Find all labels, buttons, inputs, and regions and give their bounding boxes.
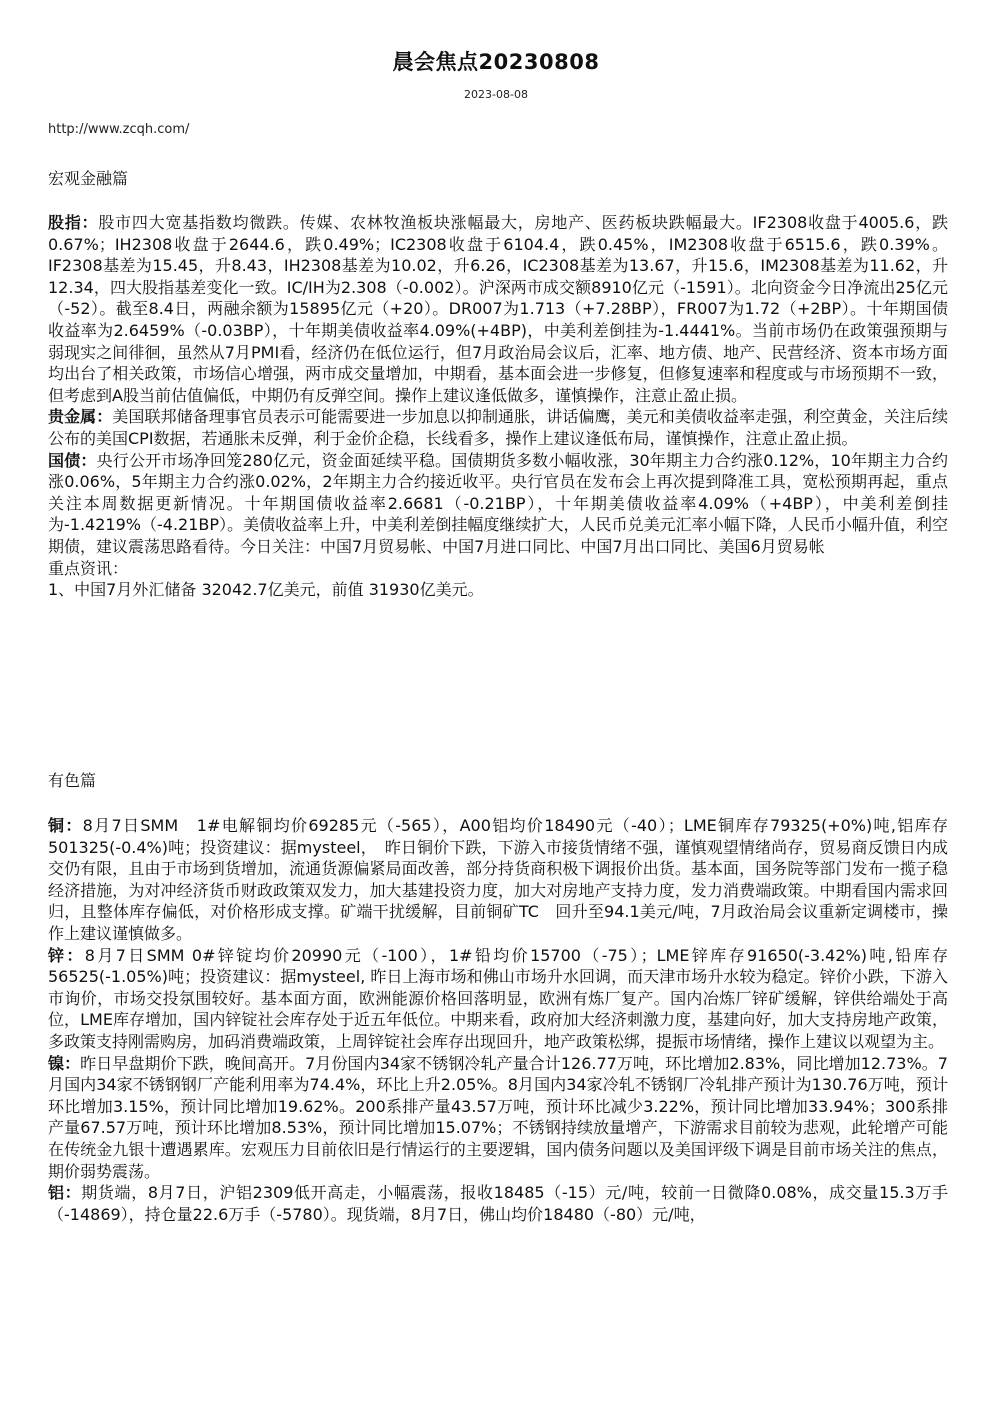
section-title-macro: 宏观金融篇 [48,169,129,188]
paragraph-key-news-heading [48,558,948,580]
paragraph-text: 8月7日SMM 1#电解铜均价69285元（-565），A00铝均价18490元（-40）；LME铜库存79325(+0%)吨,铝库存501325(-0.4%)吨；投资建议：据mysteel， 昨日铜价下跌，下游入市接货情绪不强，谨慎观望情绪尚存，贸易商反馈日内成交仍有限，且由于市场到货增加，流通货源偏紧局面改善，部分持货商积极下调报价出货。基本面，国务院等部门发布一揽子稳经济措施，为对冲经济货币财政政策双发力，加大基建投资力度，加大对房地产支持力度，发力消费端政策。中期看国内需求回归，且整体库存偏低，对价格形成支撑。矿端干扰缓解，目前铜矿TC 回升至94.1美元/吨，7月政治局会议重新定调楼市，操作上建议谨慎做多。 [48,816,948,943]
paragraph-label: 国债： [48,450,97,470]
paragraph-text: 股市四大宽基指数均微跌。传媒、农林牧渔板块涨幅最大，房地产、医药板块跌幅最大。IF2308收盘于4005.6，跌0.67%；IH2308收盘于2644.6，跌0.49%；IC2308收盘于6104.4，跌0.45%，IM2308收盘于6515.6，跌0.39%。IF2308基差为15.45，升8.43，IH2308基差为10.02，升6.26，IC2308基差为13.67，升15.6，IM2308基差为11.62，升12.34，四大股指基差变化一致。IC/IH为2.308（-0.002）。沪深两市成交额8910亿元（-1591）。北向资金今日净流出25亿元（-52）。截至8.4日，两融余额为15895亿元（+20）。DR007为1.713（+7.28BP），FR007为1.72（+2BP）。十年期国债收益率为2.6459%（-0.03BP），十年期美债收益率4.09%(+4BP)，中美利差倒挂为-1.4441%。当前市场仍在政策强预期与弱现实之间徘徊，虽然从7月PMI看，经济仍在低位运行，但7月政治局会议后，汇率、地方债、地产、民营经济、资本市场方面均出台了相关政策，市场信心增强，两市成交量增加，中期看，基本面会进一步修复，但修复速率和程度或与市场预期不一致，但考虑到A股当前估值偏低，中期仍有反弹空间。操作上建议逢低做多，谨慎操作，注意止盈止损。 [48,213,948,405]
paragraph-key-news-item [48,579,948,601]
paragraph-label: 锌： [48,945,85,965]
paragraph-text: 期货端，8月7日，沪铝2309低开高走，小幅震荡，报收18485（-15）元/吨，较前一日微降0.08%，成交量15.3万手（-14869），持仓量22.6万手（-5780）。现货端，8月7日，佛山均价18480（-80）元/吨， [48,1183,948,1224]
paragraph-label: 铜： [48,816,83,835]
paragraph-label: 股指： [48,213,99,232]
document-date: 2023-08-08 [464,88,528,101]
paragraph-stock-index [48,212,948,406]
paragraph-text: 央行公开市场净回笼280亿元，资金面延续平稳。国债期货多数小幅收涨，30年期主力合约涨0.12%，10年期主力合约涨0.06%，5年期主力合约涨0.02%，2年期主力合约接近收平。央行官员在发布会上再次提到降准工具，宽松预期再起，重点关注本周数据更新情况。十年期国债收益率2.6681（-0.21BP），十年期美债收益率4.09%（+4BP），中美利差倒挂为-1.4219%（-4.21BP）。美债收益率上升，中美利差倒挂幅度继续扩大，人民币兑美元汇率小幅下降，人民币小幅升值，利空期债，建议震荡思路看待。今日关注：中国7月贸易帐、中国7月进口同比、中国7月出口同比、美国6月贸易帐 [48,450,948,556]
source-url[interactable]: http://www.zcqh.com/ [48,122,190,137]
paragraph-text: 昨日早盘期价下跌，晚间高开。7月份国内34家不锈钢冷轧产量合计126.77万吨，环比增加2.83%，同比增加12.73%。7月国内34家不锈钢钢厂产能利用率为74.4%，环比上升2.05%。8月国内34家冷轧不锈钢厂冷轧排产预计为130.76万吨，预计环比增加3.15%，预计同比增加19.62%。200系排产量43.57万吨，预计环比减少3.22%，预计同比增加33.94%；300系排产量67.57万吨，预计环比增加8.53%，预计同比增加15.07%；不锈钢持续放量增产，下游需求目前较为悲观，此轮增产可能在传统金九银十遭遇累库。宏观压力目前依旧是行情运行的主要逻辑，国内债务问题以及美国评级下调是目前市场关注的焦点，期价弱势震荡。 [48,1053,948,1181]
paragraph-text: 1、中国7月外汇储备 32042.7亿美元，前值 31930亿美元。 [48,580,484,600]
paragraph-text: 8月7日SMM 0#锌锭均价20990元（-100），1#铅均价15700（-75）；LME锌库存91650(-3.42%)吨,铅库存56525(-1.05%)吨；投资建议：据mysteel, 昨日上海市场和佛山市场升水回调，而天津市场升水较为稳定。锌价小跌，下游入市询价，市场交投氛围较好。基本面方面，欧洲能源价格回落明显，欧洲有炼厂复产。国内冶炼厂锌矿缓解，锌供给端处于高位，LME库存增加，国内锌锭社会库存处于近五年低位。中期来看，政府加大经济刺激力度，基建向好，加大支持房地产政策，多政策支持刚需购房，加码消费端政策，上周锌锭社会库存出现回升，地产政策松绑，提振市场情绪，操作上建议以观望为主。 [48,945,948,1051]
metals-section-body [48,815,948,1375]
paragraph-nickel [48,1053,948,1183]
paragraph-label: 贵金属： [48,407,113,427]
paragraph-treasury [48,450,948,558]
paragraph-copper [48,815,948,945]
section-title-metals: 有色篇 [48,771,97,790]
macro-section-body [48,212,948,745]
paragraph-text: 重点资讯： [48,558,129,578]
document-title: 晨会焦点20230808 [392,50,600,74]
paragraph-precious-metals [48,406,948,449]
paragraph-text: 美国联邦储备理事官员表示可能需要进一步加息以抑制通胀，讲话偏鹰，美元和美债收益率走强，利空黄金，关注后续公布的美国CPI数据，若通胀未反弹，利于金价企稳，长线看多，操作上建议逢低布局，谨慎操作，注意止盈止损。 [48,407,948,448]
paragraph-zinc [48,945,948,1053]
paragraph-label: 镍： [48,1053,81,1073]
paragraph-label: 铝： [48,1183,82,1203]
paragraph-aluminum [48,1182,948,1225]
